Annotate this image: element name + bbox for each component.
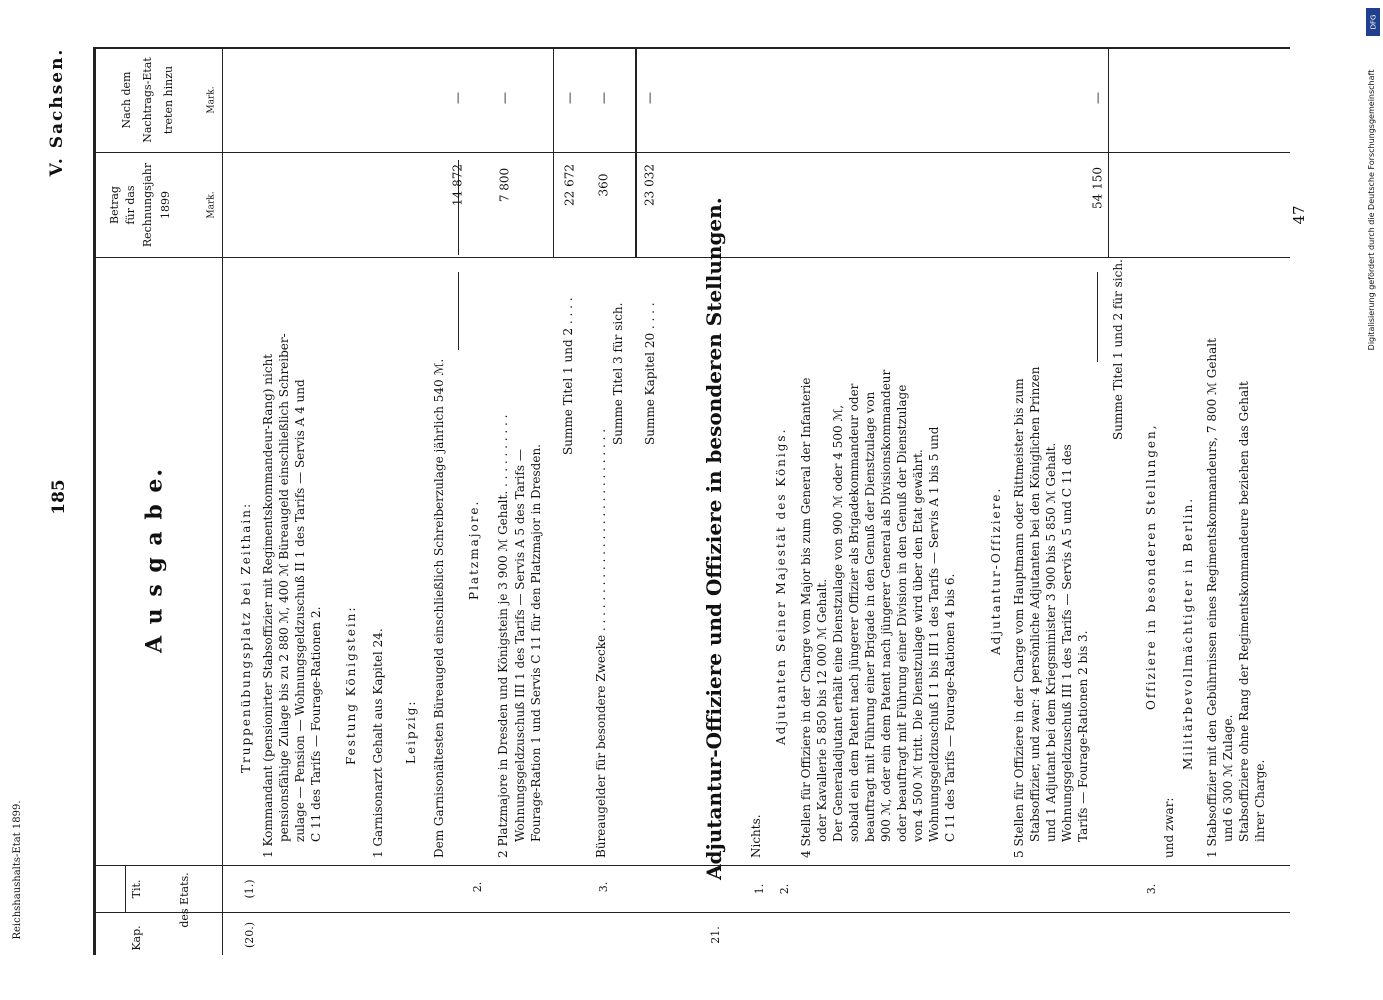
- nachtrag-dash: —: [596, 92, 611, 104]
- amount-cell: 7 800: [497, 167, 512, 203]
- text-line: und 1 Adjutant bei dem Kriegsminister 3 900 bis 5 850 ℳ Gehalt.: [1044, 442, 1058, 842]
- kap-tit-divider: [125, 865, 126, 912]
- text-line: Summe Titel 3 für sich.: [611, 302, 625, 445]
- frame-line-4: [93, 912, 1290, 913]
- text-line: Wohnungsgeldzuschuß III 1 des Tarifs — Servis A 5 des Tarifs —: [513, 449, 527, 842]
- text-line: Summe Kapitel 20 . . . .: [643, 302, 657, 445]
- text-line: und zwar:: [1162, 797, 1176, 858]
- text-line: Dem Garnisonältesten Büreaugeld einschließlich Schreiberzulage jährlich 540 ℳ.: [432, 358, 446, 858]
- footer-page-number: 47: [1290, 205, 1309, 225]
- text-line: Offiziere in besonderen Stellungen,: [1144, 423, 1158, 710]
- ref-k21-tit-1: 1.: [753, 883, 767, 895]
- header-betrag-1: Betrag: [108, 186, 122, 224]
- frame-left: [93, 47, 96, 955]
- text-line: zulage — Pension — Wohnungsgeldzuschuß II 1 des Tarifs — Servis A 4 und: [293, 379, 307, 842]
- sum-rule-d: [1108, 47, 1109, 257]
- amount-cell: 22 672: [562, 164, 577, 206]
- text-line: Summe Titel 1 und 2 . . . .: [561, 297, 575, 455]
- sum-rule-b: [553, 47, 554, 257]
- section-heading: Adjutantur-Offiziere und Offiziere in besonderen Stellungen.: [702, 197, 726, 880]
- header-nachtrag-2: Nachtrags-Etat: [141, 57, 155, 143]
- ref-tit-2: 2.: [471, 881, 485, 893]
- ref-k21-tit-3: 3.: [1145, 883, 1159, 895]
- footer-source: Reichshaushalts-Etat 1899.: [11, 800, 23, 940]
- text-line: C 11 des Tarifs — Fourage-Rationen 2.: [309, 606, 323, 842]
- digitization-note: Digitalisierung gefördert durch die Deutsche Forschungsgemeinschaft: [1366, 69, 1376, 351]
- text-line: 5 Stellen für Offiziere in der Charge vom Hauptmann oder Rittmeister bis zum: [1012, 378, 1026, 858]
- text-line: Festung Königstein:: [344, 605, 358, 765]
- ref-tit-3: 3.: [597, 881, 611, 893]
- nachtrag-dash: —: [450, 92, 465, 104]
- header-divider: [222, 47, 223, 955]
- amount-cell: 54 150: [1090, 167, 1105, 209]
- text-line: Platzmajore.: [467, 499, 481, 600]
- text-line: 1 Kommandant (pensionirter Stabsoffizier mit Regimentskommandeur-Rang) nicht: [261, 353, 275, 858]
- text-line: 900 ℳ, oder ein dem Patent nach jüngerer General als Divisionskommandeur: [879, 369, 893, 842]
- amount-cell: 14 872: [450, 164, 465, 206]
- text-line: Fourage-Ration 1 und Servis C 11 für den Platzmajor in Dresden.: [529, 444, 543, 842]
- dfg-logo: DFG: [1366, 8, 1380, 36]
- text-sum-rule-2: [1097, 272, 1098, 362]
- text-line: Tarifs — Fourage-Rationen 2 bis 3.: [1076, 630, 1090, 842]
- amount-cell: 23 032: [642, 164, 657, 206]
- frame-line-3: [93, 865, 1290, 866]
- text-line: und 6 300 ℳ Zulage.: [1221, 714, 1235, 842]
- text-line: Summe Titel 1 und 2 für sich.: [1111, 259, 1125, 440]
- header-mark-1: Mark.: [206, 191, 217, 219]
- amount-cell: 360: [596, 173, 611, 197]
- header-nachtrag-1: Nach dem: [120, 71, 134, 129]
- text-line: Adjutanten Seiner Majestät des Königs.: [774, 427, 788, 745]
- frame-line-2: [93, 257, 1290, 258]
- ref-kap-21: 21.: [709, 926, 723, 944]
- text-line: Stabsoffiziere ohne Rang der Regimentskommandeure beziehen das Gehalt: [1237, 381, 1251, 842]
- nachtrag-dash: —: [1090, 92, 1105, 104]
- text-sum-rule-1: [458, 272, 459, 350]
- text-line: 1 Garnisonarzt Gehalt aus Kapitel 24.: [371, 628, 385, 858]
- header-tit: Tit.: [130, 879, 144, 899]
- page-number: 185: [49, 479, 70, 515]
- ref-k21-tit-2: 2.: [778, 883, 792, 895]
- header-ausgabe: A u s g a b e.: [141, 466, 168, 654]
- text-line: Wohnungsgeldzuschuß I 1 bis III 1 des Tarifs — Servis A 1 bis 5 und: [927, 426, 941, 842]
- sum-rule-c: [635, 47, 637, 257]
- text-line: von 4 500 ℳ tritt. Die Dienstzulage wird über den Etat gewährt.: [911, 449, 925, 842]
- text-line: 2 Platzmajore in Dresden und Königstein je 3 900 ℳ Gehalt. . . . . . . . . . .: [496, 414, 510, 858]
- text-line: oder Kavallerie 5 850 bis 12 000 ℳ Gehalt.: [815, 578, 829, 842]
- ref-kap-20: (20.): [243, 921, 257, 949]
- nachtrag-dash: —: [642, 92, 657, 104]
- ref-tit-1: (1.): [243, 879, 257, 899]
- nachtrag-dash: —: [562, 92, 577, 104]
- header-nachtrag-3: treten hinzu: [162, 65, 176, 135]
- text-line: beauftragt mit Führung einer Brigade in den Genuß der Dienstzulage von: [863, 391, 877, 842]
- text-line: ihrer Charge.: [1253, 759, 1267, 842]
- text-line: oder beauftragt mit Führung einer Division in den Genuß der Dienstzulage: [895, 384, 909, 842]
- text-line: Stabsoffizier, und zwar: 4 persönliche Adjutanten bei den Königlichen Prinzen: [1028, 366, 1042, 842]
- header-des-etats: des Etats.: [178, 872, 192, 928]
- text-line: Leipzig:: [404, 699, 418, 764]
- frame-top: [93, 47, 1290, 49]
- text-line: 4 Stellen für Offiziere in der Charge vom Major bis zum General der Infanterie: [799, 377, 813, 858]
- header-mark-2: Mark.: [206, 86, 217, 114]
- text-line: Truppenübungsplatz bei Zeithain:: [239, 501, 253, 773]
- text-line: Nichts.: [749, 814, 763, 858]
- header-betrag-3: Rechnungsjahr: [141, 162, 155, 248]
- section-title: V. Sachsen.: [47, 47, 68, 177]
- header-betrag-4: 1899: [159, 191, 173, 219]
- nachtrag-dash: —: [497, 92, 512, 104]
- text-line: Adjutantur-Offiziere.: [989, 486, 1003, 655]
- header-betrag-2: für das: [124, 185, 138, 225]
- text-line: pensionsfähige Zulage bis zu 2 880 ℳ, 400 ℳ Büreaugeld einschließlich Schreiber-: [277, 333, 291, 842]
- text-line: C 11 des Tarifs — Fourage-Rationen 4 bis 6.: [943, 573, 957, 842]
- header-kap: Kap.: [130, 925, 144, 951]
- text-line: Büreaugelder für besondere Zwecke . . . . . . . . . . . . . . . . . . . . . . . . . . .: [594, 428, 608, 858]
- text-line: sobald ein dem Patent nach jüngerer Offizier als Brigadekommandeur oder: [847, 383, 861, 842]
- text-line: Der Generaladjutant erhält eine Dienstzulage von 900 ℳ oder 4 500 ℳ,: [831, 404, 845, 842]
- text-line: Wohnungsgeldzuschuß III 1 des Tarifs — Servis A 5 und C 11 des: [1060, 444, 1074, 842]
- frame-line-1: [93, 152, 1290, 153]
- text-line: Militärbevollmächtigter in Berlin.: [1181, 496, 1195, 770]
- text-line: 1 Stabsoffizier mit den Gebührnissen eines Regimentskommandeurs, 7 800 ℳ Gehalt: [1205, 338, 1219, 858]
